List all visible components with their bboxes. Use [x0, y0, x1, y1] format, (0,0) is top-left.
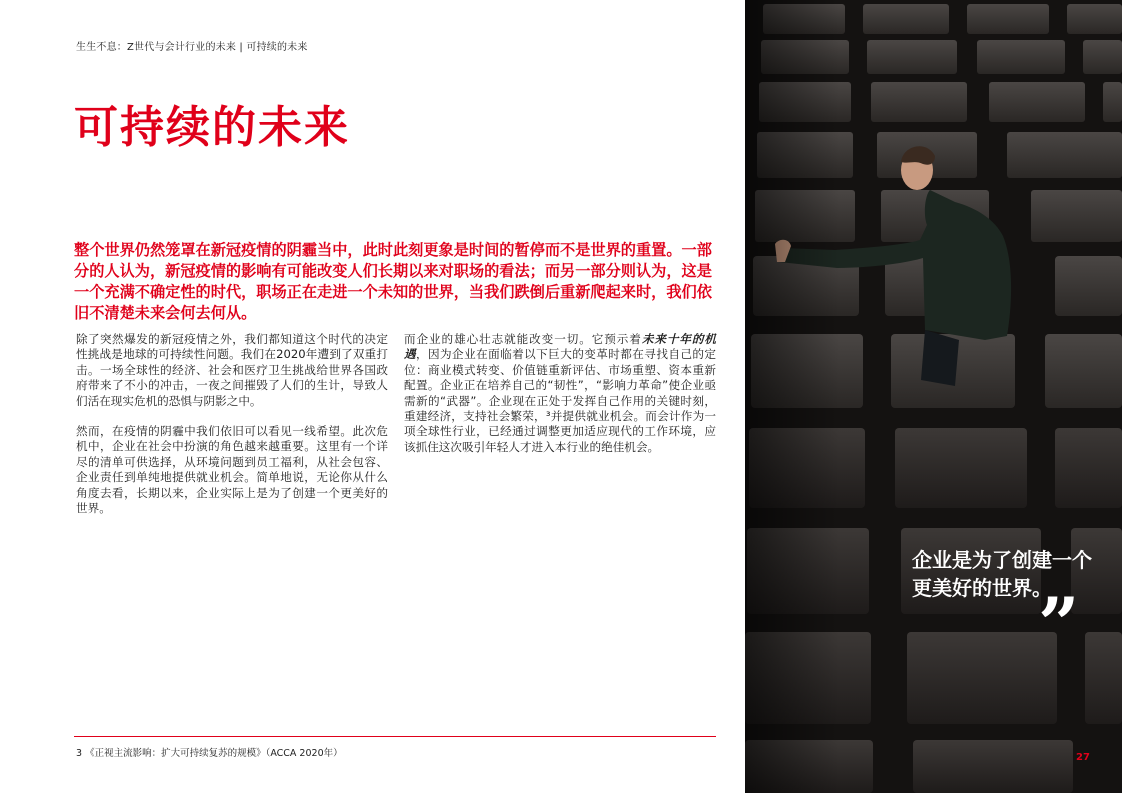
auditorium-photo: [745, 0, 1122, 793]
page-title: 可持续的未来: [74, 102, 350, 153]
breadcrumb: 生生不息：Z世代与会计行业的未来 | 可持续的未来: [76, 42, 308, 53]
auditorium-illustration: [745, 0, 1122, 793]
body-text: ，因为企业在面临着以下巨大的变革时都在寻找自己的定位：商业模式转变、价值链重新评估、市场重塑、资本重新配置。企业正在培养自己的“韧性”，“影响力革命”使企业亟需新的“武器”。企业现在正处于发挥自己作用的关键时刻，重建经济，支持社会繁荣，³并提供就业机会。而会计作为一项全球性行业，已经通过调整更加适应现代的工作环境，应该抓住这次吸引年轻人才进入本行业的绝佳机会。: [404, 347, 716, 454]
body-text: 而企业的雄心壮志就能改变一切。它预示着: [404, 332, 642, 346]
pull-quote: 企业是为了创建一个更美好的世界。: [912, 548, 1092, 600]
body-paragraph: 然而，在疫情的阴霾中我们依旧可以看见一线希望。此次危机中，企业在社会中扮演的角色越来越重要。这里有一个详尽的清单可供选择，从环境问题到员工福利，从社会包容、企业责任到单纯地提供就业机会。简单地说，无论你从什么角度去看，长期以来，企业实际上是为了创建一个更美好的世界。: [76, 424, 388, 516]
body-paragraph: 除了突然爆发的新冠疫情之外，我们都知道这个时代的决定性挑战是地球的可持续性问题。我们在2020年遭到了双重打击。一场全球性的经济、社会和医疗卫生挑战给世界各国政府带来了不小的冲击，一夜之间摧毁了人们的生计，导致人们活在现实危机的恐惧与阴影之中。: [76, 332, 388, 408]
footer-divider: [74, 736, 716, 737]
lead-paragraph: 整个世界仍然笼罩在新冠疫情的阴霾当中，此时此刻更象是时间的暂停而不是世界的重置。一部分的人认为，新冠疫情的影响有可能改变人们长期以来对职场的看法；而另一部分则认为，这是一个充满不确定性的时代，职场正在走进一个未知的世界，当我们跌倒后重新爬起来时，我们依旧不清楚未来会何去何从。: [74, 241, 712, 322]
body-column-1: [76, 332, 388, 531]
body-column-2: [404, 332, 716, 470]
emphasis-text: 未来十年的机遇: [404, 332, 716, 362]
quote-mark-icon: ”: [1038, 581, 1080, 666]
body-paragraph: [404, 332, 716, 455]
footnote: 3 《正视主流影响：扩大可持续复苏的规模》（ACCA 2020年）: [76, 748, 343, 759]
page-number: 27: [1076, 752, 1090, 763]
